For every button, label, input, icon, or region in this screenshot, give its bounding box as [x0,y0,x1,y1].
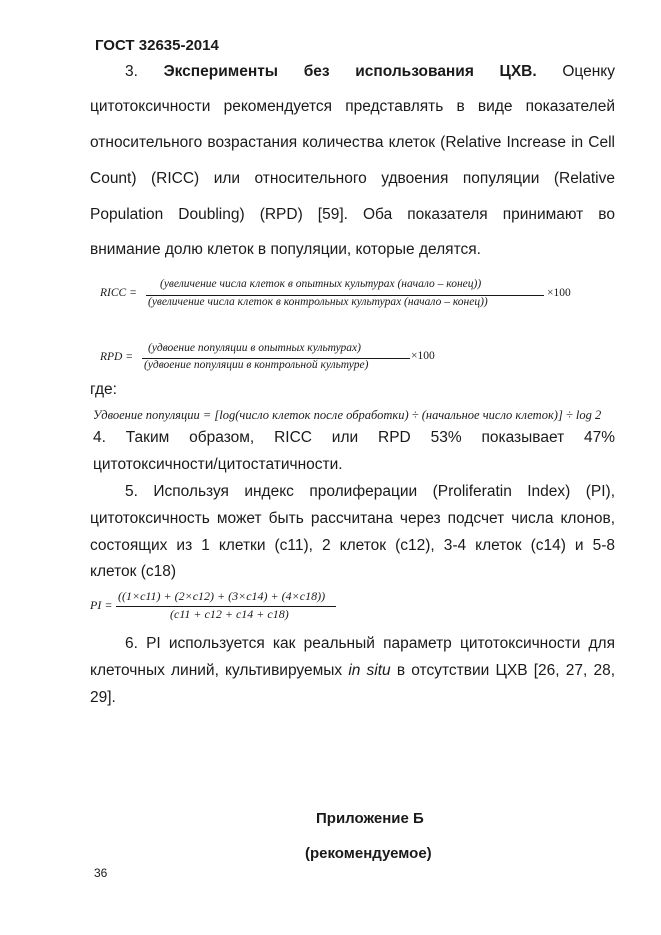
p4-word: показывает [481,429,565,446]
p6-italic-in-situ: in situ [348,662,391,679]
pi-formula [90,590,350,626]
paragraph-5-line: цитотоксичность может быть рассчитана через подсчет числа клонов, [90,510,615,527]
paragraph-3-line: Count) (RICC) или относительного удвоения популяции (Relative [90,170,615,187]
page-number: 36 [94,866,108,880]
paragraph-3-line: относительного возрастания количества клеток (Relative Increase in Cell [90,134,615,151]
p4-word: RICC [274,429,312,446]
ricc-denominator: (увеличение числа клеток в контрольных культурах (начало – конец)) [148,296,488,308]
population-doubling-formula: Удвоение популяции = [log(число клеток после обработки) ÷ (начальное число клеток)] ÷ log 2 [93,408,602,422]
paragraph-4-line-1 [93,428,615,448]
paragraph-5-line: клеток (c18) [90,563,177,580]
paragraph-4-line-2: цитотоксичности/цитостатичности. [93,456,343,473]
rpd-multiplier: ×100 [411,350,435,362]
p4-word: или [331,429,359,446]
paragraph-3-line: цитотоксичности рекомендуется представлять в виде показателей [90,98,615,115]
paragraph-5-line-1: 5. Используя индекс пролиферации (Proliferatin Index) (PI), [125,483,615,500]
ricc-lhs: RICC = [100,287,137,299]
pi-denominator: (c11 + c12 + c14 + c18) [170,607,289,621]
paragraph-3-line: Population Doubling) (RPD) [59]. Оба показателя принимают во [90,206,615,223]
p6-line2-pre: клеточных линий, культивируемых [90,662,343,679]
ricc-multiplier: ×100 [547,287,571,299]
rpd-numerator: (удвоение популяции в опытных культурах) [148,342,361,354]
p3-bold-word: ЦХВ. [499,63,537,80]
p3-number: 3. [125,63,138,80]
p3-bold-word: Эксперименты [163,63,279,80]
paragraph-6-line-3: 29]. [90,689,116,706]
paragraph-5-line: состоящих из 1 клетки (c11), 2 клеток (c12), 3-4 клеток (c14) и 5-8 [90,537,615,554]
paragraph-3-line: внимание долю клеток в популяции, которые делятся. [90,241,481,258]
p3-bold-word: использования [355,63,474,80]
rpd-formula [100,344,460,378]
p4-word: образом, [189,429,255,446]
rpd-denominator: (удвоение популяции в контрольной культуре) [144,359,369,371]
p4-word: 4. [93,429,106,446]
pi-lhs: PI = [90,598,113,612]
p4-word: 53% [430,429,462,446]
where-label: где: [90,381,117,398]
pi-numerator: ((1×c11) + (2×c12) + (3×c14) + (4×c18)) [118,589,326,603]
appendix-subtitle: (рекомендуемое) [305,845,432,862]
p3-line1-tail: Оценку [562,63,615,80]
paragraph-6-line-1: 6. PI используется как реальный параметр цитотоксичности для [125,635,615,652]
paragraph-3-line-1 [125,62,615,82]
rpd-lhs: RPD = [100,351,133,363]
appendix-title: Приложение Б [316,810,424,827]
document-header: ГОСТ 32635-2014 [95,37,219,54]
p4-word: Таким [125,429,170,446]
paragraph-6-line-2 [90,661,615,681]
p4-word: 47% [584,429,616,446]
ricc-formula [100,280,580,320]
p3-bold-word: без [303,63,330,80]
p6-line2-post: в отсутствии ЦХВ [26, 27, 28, [396,662,616,679]
p4-word: RPD [378,429,411,446]
ricc-numerator: (увеличение числа клеток в опытных культурах (начало – конец)) [160,278,482,290]
